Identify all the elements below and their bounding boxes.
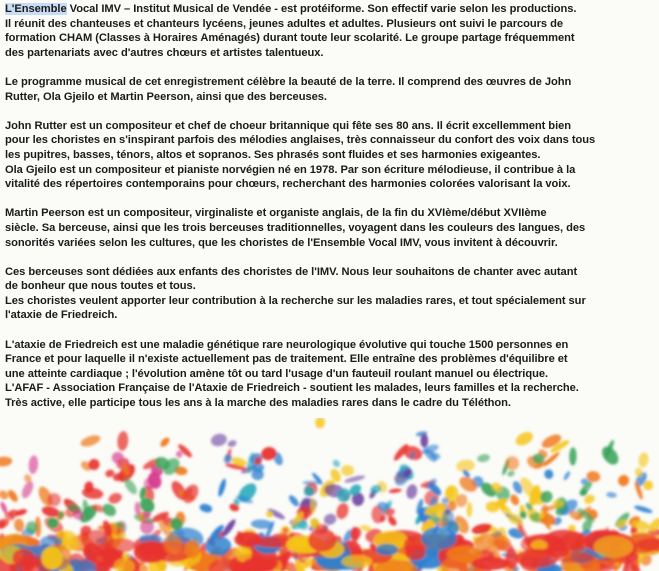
paint-splash (117, 431, 129, 452)
ataxia-line: L'AFAF - Association Française de l'Ataxie de Friedreich - soutient les malades, leurs familles et la recherche. (5, 382, 579, 395)
watercolor-splashes (0, 418, 659, 571)
paint-splash (315, 418, 326, 429)
intro-line: L'Ensemble Vocal IMV – Institut Musical de Vendée - est protéiforme. Son effectif varie selon les productions. (5, 3, 577, 15)
paint-splash (100, 501, 118, 519)
composers-line: vitalité des répertoires contemporains pour chœurs, recherchant des harmonies colorées valorisant la voix. (5, 178, 571, 191)
highlighted-word[interactable]: L'Ensemble (5, 3, 67, 15)
paint-splash (569, 447, 577, 466)
paint-splash (477, 453, 491, 463)
paint-splash (184, 540, 200, 558)
paint-splash (509, 493, 521, 507)
paint-splash (466, 502, 472, 517)
programme-line: Le programme musical de cet enregistrement célèbre la beauté de la terre. Il comprend des œuvres de John (5, 75, 572, 88)
peerson-line: siècle. Sa berceuse, ainsi que les trois berceuses traditionnelles, voyagent dans les couleurs des langues, des (5, 221, 586, 234)
paint-splash (637, 452, 649, 469)
composers-line: pour les choristes en s'inspirant parfois des mélodies anglaises, très connaisseur du confort des voix dans tous (5, 134, 596, 147)
peerson-line: Martin Peerson est un compositeur, virginaliste et organiste anglais, de la fin du XVIème/début XVIIème (5, 207, 547, 220)
programme-line: Rutter, Ola Gjeilo et Martin Peerson, ainsi que des berceuses. (5, 90, 327, 103)
intro-line: formation CHAM (Classes à Horaires Aménagés) durant toute leur scolarité. Le groupe partage fréquemment (5, 32, 575, 45)
paragraph-composers (5, 119, 655, 192)
paint-splash (506, 469, 515, 477)
paint-splash (341, 555, 372, 568)
dedication-line: Les choristes veulent apporter leur contribution à la recherche sur les maladies rares, et tout spécialement sur (5, 294, 586, 307)
ataxia-line: L'ataxie de Friedreich est une maladie génétique rare neurologique évolutive qui touche 1500 personnes en (5, 338, 569, 351)
paint-splash (41, 547, 63, 570)
paint-splash (79, 433, 102, 449)
paint-splash (107, 491, 124, 505)
paint-splash (341, 465, 355, 477)
paint-splash (531, 540, 548, 550)
paint-splash (234, 532, 261, 548)
paint-splash (227, 439, 238, 448)
paragraph-programme (5, 75, 655, 104)
paint-splash (472, 557, 509, 570)
composers-line: Ola Gjeilo est un compositeur et pianiste norvégien né en 1978. Par son écriture mélodieuse, il contribue à la (5, 163, 576, 176)
paint-splash (222, 453, 233, 465)
dedication-line: l'ataxie de Friedreich. (5, 309, 118, 322)
paint-splash (199, 503, 213, 514)
paint-splash (159, 436, 172, 449)
paint-splash (421, 527, 457, 550)
paint-splash (217, 478, 228, 497)
composers-line: les pupitres, basses, ténors, altos et sopranos. Ses phrasés sont fluides et ses harmonies exigeantes. (5, 148, 541, 161)
text-body (5, 2, 655, 411)
paragraph-intro (5, 2, 655, 60)
paint-splash (593, 536, 633, 558)
paint-splash (616, 473, 631, 489)
paint-splash (209, 432, 228, 448)
intro-line: Il réunit des chanteuses et chanteurs lycéens, jeunes adultes et adultes. Plusieurs ont suivi le parcours de (5, 17, 564, 30)
ataxia-line: Très active, elle participe tous les ans à la marche des maladies rares dans le cadre du Téléthon. (5, 397, 511, 410)
paint-splash (405, 483, 418, 500)
paint-splash (28, 455, 39, 475)
paint-splash (331, 458, 341, 468)
paint-splash (515, 549, 558, 568)
watercolor-artwork (0, 418, 659, 571)
ataxia-line: France et pour laquelle il n'existe actuellement pas de traitement. Elle entraîne des problèmes d'équilibre et (5, 353, 568, 366)
paragraph-ataxia (5, 338, 655, 411)
paragraph-dedication (5, 265, 655, 323)
paint-splash (513, 429, 535, 448)
paint-splash (134, 541, 168, 563)
peerson-line: sonorités variées selon les cultures, que les choristes de l'Ensemble Vocal IMV, vous invitent à découvrir. (5, 236, 558, 249)
paint-splash (0, 456, 13, 467)
paint-splash (81, 530, 114, 551)
paint-splash (606, 491, 617, 498)
ataxia-line: une atteinte cardiaque ; l'évolution amène tôt ou tard l'usage d'un fauteuil roulant manuel ou électrique. (5, 367, 549, 380)
paint-splash (388, 488, 401, 494)
paint-splash (308, 529, 336, 552)
paint-splash (633, 504, 653, 515)
dedication-line: Ces berceuses sont dédiées aux enfants des choristes de l'IMV. Nous leur souhaitons de chanter avec autant (5, 265, 578, 278)
paint-splash (376, 544, 398, 556)
paint-splash (287, 494, 300, 508)
paint-splash (335, 502, 351, 521)
paint-splash (562, 470, 571, 481)
paint-splash (386, 514, 398, 527)
paint-splash (12, 549, 34, 567)
composers-line: John Rutter est un compositeur et chef de choeur britannique qui fête ses 80 ans. Il écrit excellemment bien (5, 119, 572, 132)
paragraph-peerson (5, 206, 655, 250)
dedication-line: de bonheur que nous toutes et tous. (5, 280, 196, 293)
paint-splash (20, 479, 36, 499)
paint-splash (543, 468, 554, 480)
paint-splash (405, 544, 426, 560)
intro-line: des partenariats avec d'autres chœurs et artistes talentueux. (5, 46, 324, 59)
paint-splash (164, 535, 183, 555)
